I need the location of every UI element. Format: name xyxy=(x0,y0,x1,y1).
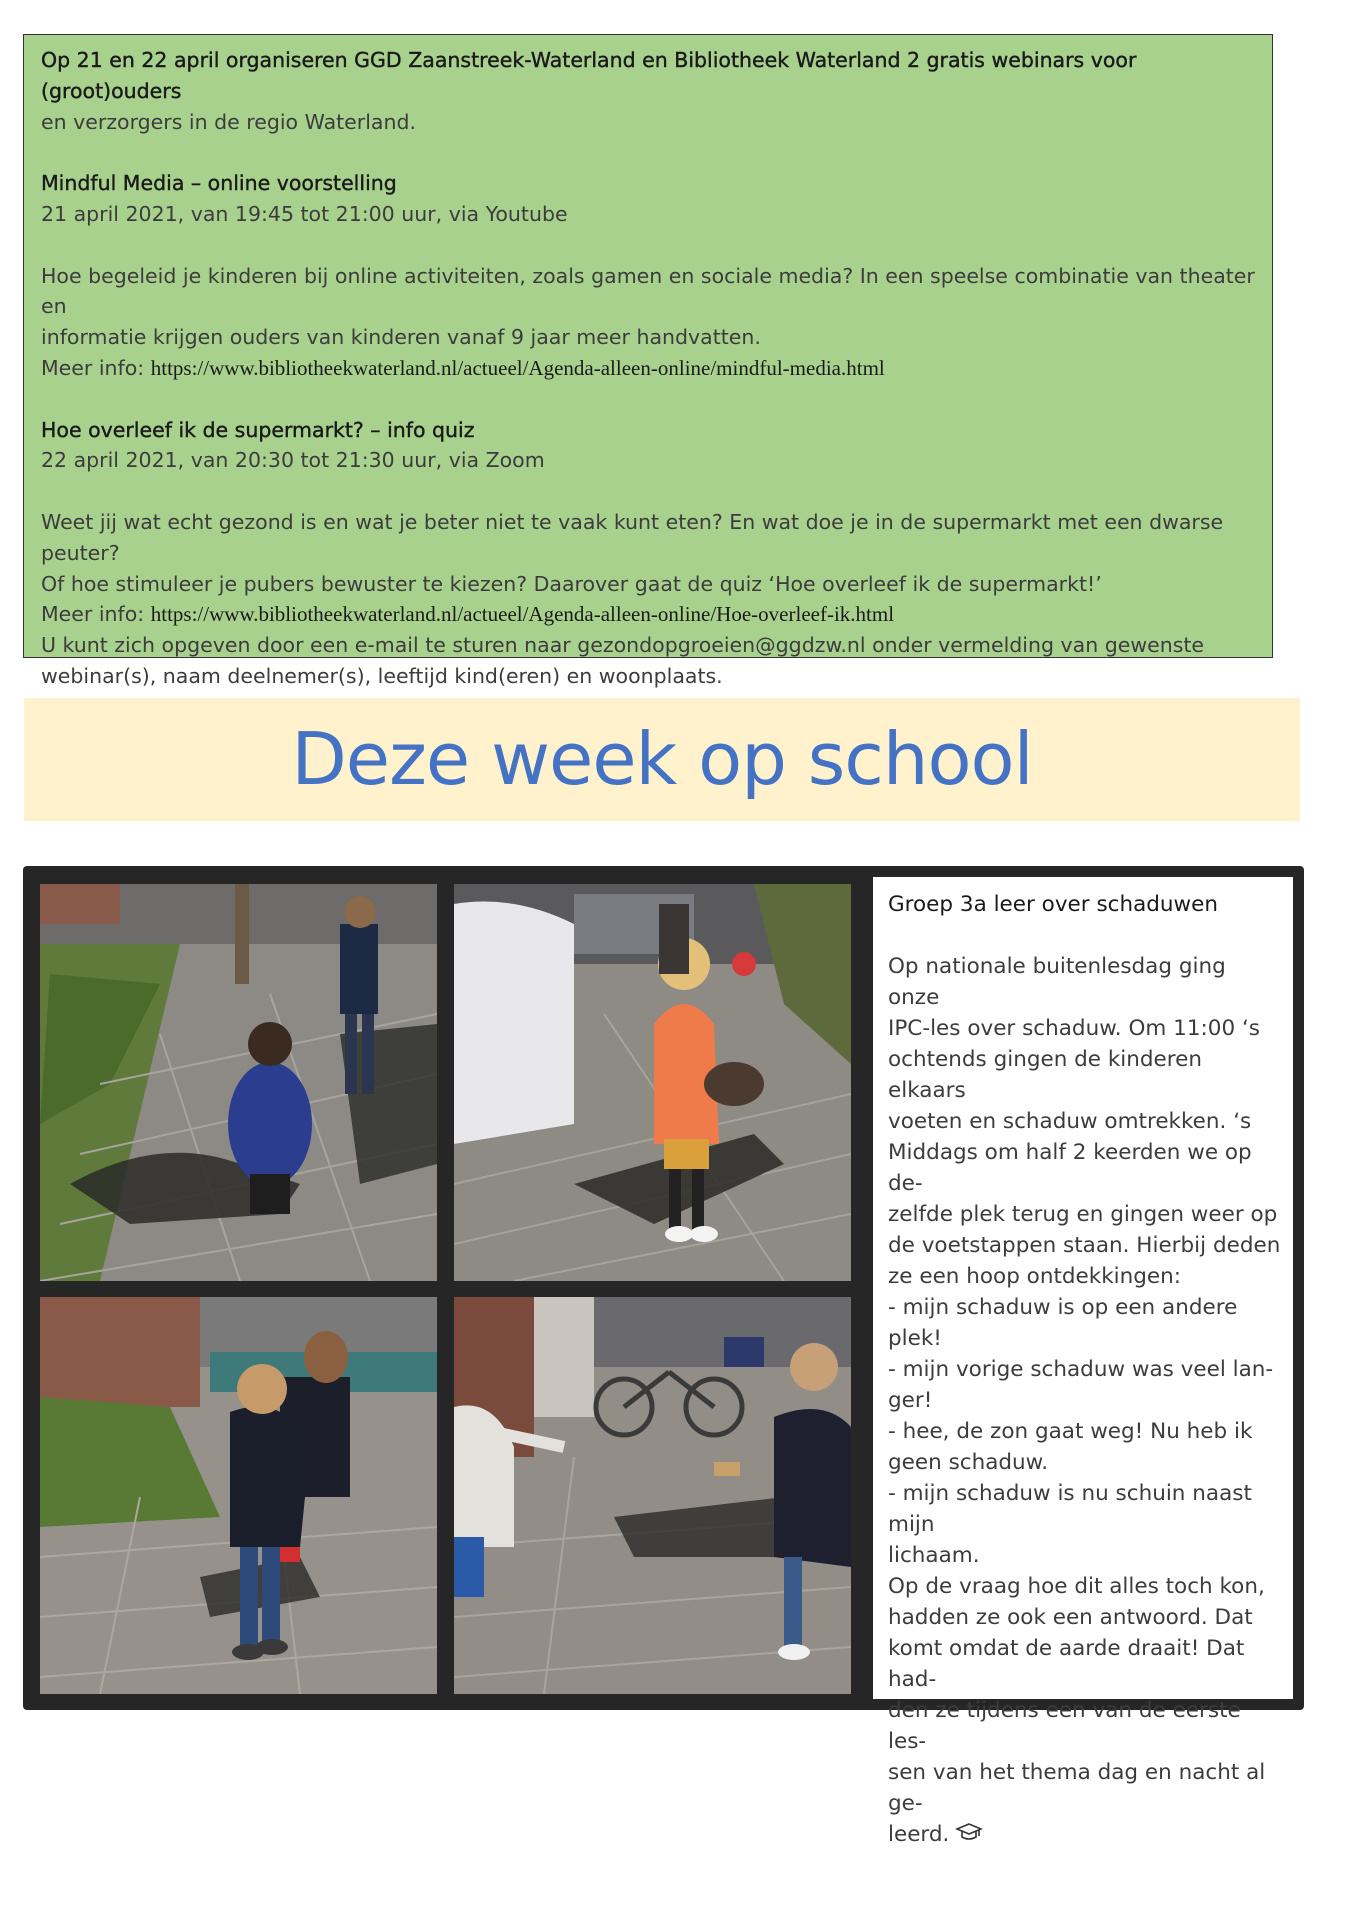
event1-info-label: Meer info: xyxy=(41,355,151,380)
article-line: de voetstappen staan. Hierbij deden xyxy=(888,1233,1281,1258)
article-line: lichaam. xyxy=(888,1543,980,1568)
event1-info xyxy=(41,353,1257,384)
article-title: Groep 3a leer over schaduwen xyxy=(888,892,1218,917)
article-line: Op nationale buitenlesdag ging onze xyxy=(888,954,1226,1010)
intro-rest: en verzorgers in de regio Waterland. xyxy=(41,109,416,134)
event2-signup-1: U kunt zich opgeven door een e-mail te sturen naar gezondopgroeien@ggdzw.nl onder vermelding van gewenste xyxy=(41,633,1205,658)
article-panel xyxy=(873,877,1293,1847)
event2-desc-1: Weet jij wat echt gezond is en wat je beter niet te vaak kunt eten? En wat doe je in de supermarkt met een dwarse peuter? xyxy=(41,509,1224,565)
article-line: voeten en schaduw omtrekken. ‘s xyxy=(888,1109,1252,1134)
event2-desc-2: Of hoe stimuleer je pubers bewuster te kiezen? Daarover gaat de quiz ‘Hoe overleef ik de supermarkt!’ xyxy=(41,571,1102,596)
graduation-cap-icon xyxy=(955,1820,983,1851)
event1-info-link[interactable]: https://www.bibliotheekwaterland.nl/actueel/Agenda-alleen-online/mindful-media.html xyxy=(150,355,885,380)
photo-child-pointing-at-shadow xyxy=(454,1297,851,1694)
intro-lead-bold: Op 21 en 22 april organiseren GGD Zaanstreek-Waterland en Bibliotheek Waterland 2 gratis webinars voor (groot)ouders xyxy=(41,48,1137,103)
article-line: - mijn schaduw is op een andere plek! xyxy=(888,1295,1238,1351)
event2-when: 22 april 2021, van 20:30 tot 21:30 uur, via Zoom xyxy=(41,448,545,473)
event1-title: Mindful Media – online voorstelling xyxy=(41,171,397,196)
article-line: hadden ze ook een antwoord. Dat xyxy=(888,1605,1253,1630)
event1-desc-2: informatie krijgen ouders van kinderen vanaf 9 jaar meer handvatten. xyxy=(41,325,761,350)
article-line: zelfde plek terug en gingen weer op xyxy=(888,1202,1278,1227)
article-line: ze een hoop ontdekkingen: xyxy=(888,1264,1182,1289)
article-last-word: leerd. xyxy=(888,1822,950,1847)
event2-title: Hoe overleef ik de supermarkt? – info quiz xyxy=(41,417,475,442)
article-line: ger! xyxy=(888,1388,933,1413)
article-line: ochtends gingen de kinderen elkaars xyxy=(888,1047,1203,1103)
intro-lead xyxy=(41,45,1257,107)
article-line: geen schaduw. xyxy=(888,1450,1049,1475)
section-title: Deze week op school xyxy=(291,717,1033,801)
event2-info xyxy=(41,599,1257,630)
article-line: - mijn vorige schaduw was veel lan- xyxy=(888,1357,1274,1382)
article-line: IPC-les over schaduw. Om 11:00 ‘s xyxy=(888,1016,1260,1041)
event1-desc-1: Hoe begeleid je kinderen bij online activiteiten, zoals gamen en sociale media? In een speelse combinatie van theater en xyxy=(41,263,1255,319)
article-line: - hee, de zon gaat weg! Nu heb ik xyxy=(888,1419,1253,1444)
photo-child-tracing-shadow xyxy=(40,884,437,1281)
article-line: Middags om half 2 keerden we op de- xyxy=(888,1140,1252,1196)
article-line: Op de vraag hoe dit alles toch kon, xyxy=(888,1574,1265,1599)
article-line: - mijn schaduw is nu schuin naast mijn xyxy=(888,1481,1252,1537)
event2-signup-2: webinar(s), naam deelnemer(s), leeftijd kind(eren) en woonplaats. xyxy=(41,663,723,688)
event1-when: 21 april 2021, van 19:45 tot 21:00 uur, via Youtube xyxy=(41,201,568,226)
article-line: komt omdat de aarde draait! Dat had- xyxy=(888,1636,1245,1692)
event2-info-label: Meer info: xyxy=(41,602,151,627)
article-last-line xyxy=(888,1819,1281,1851)
event2-info-link[interactable]: https://www.bibliotheekwaterland.nl/actueel/Agenda-alleen-online/Hoe-overleef-ik.html xyxy=(150,602,895,627)
article-line: sen van het thema dag en nacht al ge- xyxy=(888,1760,1266,1816)
webinar-info-box xyxy=(23,34,1273,688)
article-line: den ze tijdens een van de eerste les- xyxy=(888,1698,1241,1754)
photo-children-on-sidewalk xyxy=(40,1297,437,1694)
photo-girl-orange-jacket xyxy=(454,884,851,1281)
section-banner xyxy=(24,698,1300,821)
